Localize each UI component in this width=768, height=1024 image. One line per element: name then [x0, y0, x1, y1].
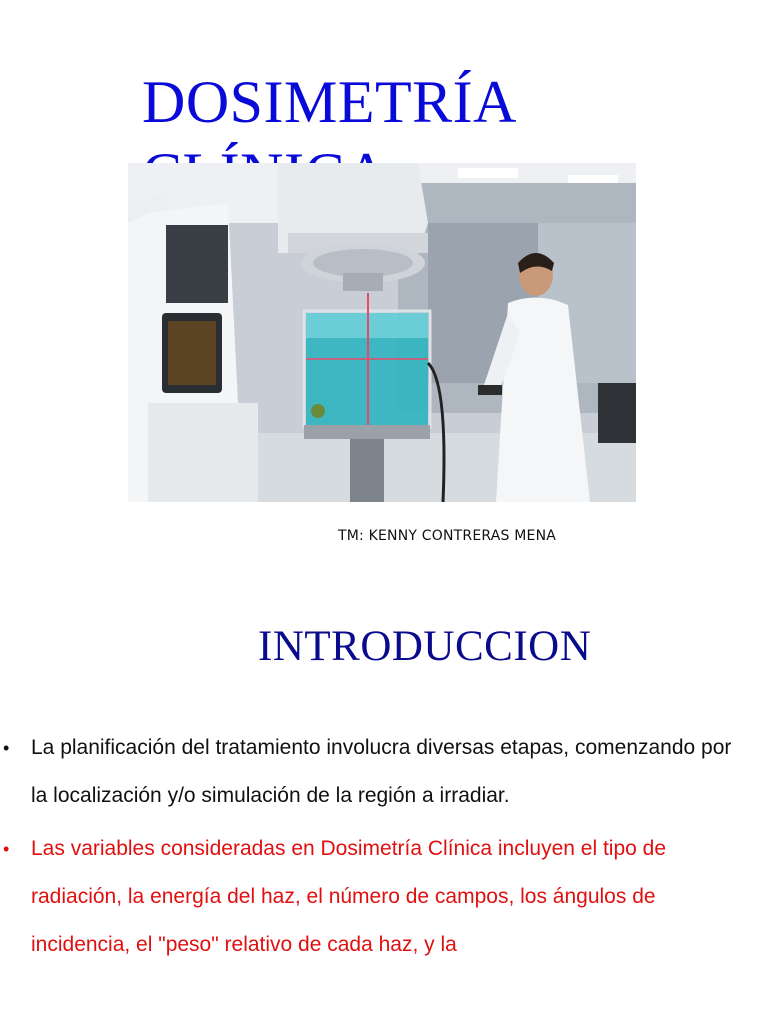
- bullet-marker: •: [3, 738, 10, 758]
- author-caption: TM: KENNY CONTRERAS MENA: [338, 528, 557, 544]
- section-title: INTRODUCCION: [258, 623, 592, 670]
- bullet-list: [0, 724, 768, 974]
- linac-illustration: [128, 163, 636, 502]
- radiotherapy-linac-photo: [128, 163, 636, 502]
- bullet-text: Las variables consideradas en Dosimetría Clínica incluyen el tipo de radiación, la energía del haz, el número de campos, los ángulos de incidencia, el "peso" relativo de cada haz, y la: [31, 837, 667, 956]
- bullet-item: [0, 825, 768, 969]
- slide-title: DOSIMETRÍA: [142, 69, 514, 135]
- bullet-text: La planificación del tratamiento involucra diversas etapas, comenzando por la localización y/o simulación de la región a irradiar.: [31, 736, 732, 807]
- bullet-item: [0, 724, 768, 820]
- bullet-marker: •: [3, 839, 10, 859]
